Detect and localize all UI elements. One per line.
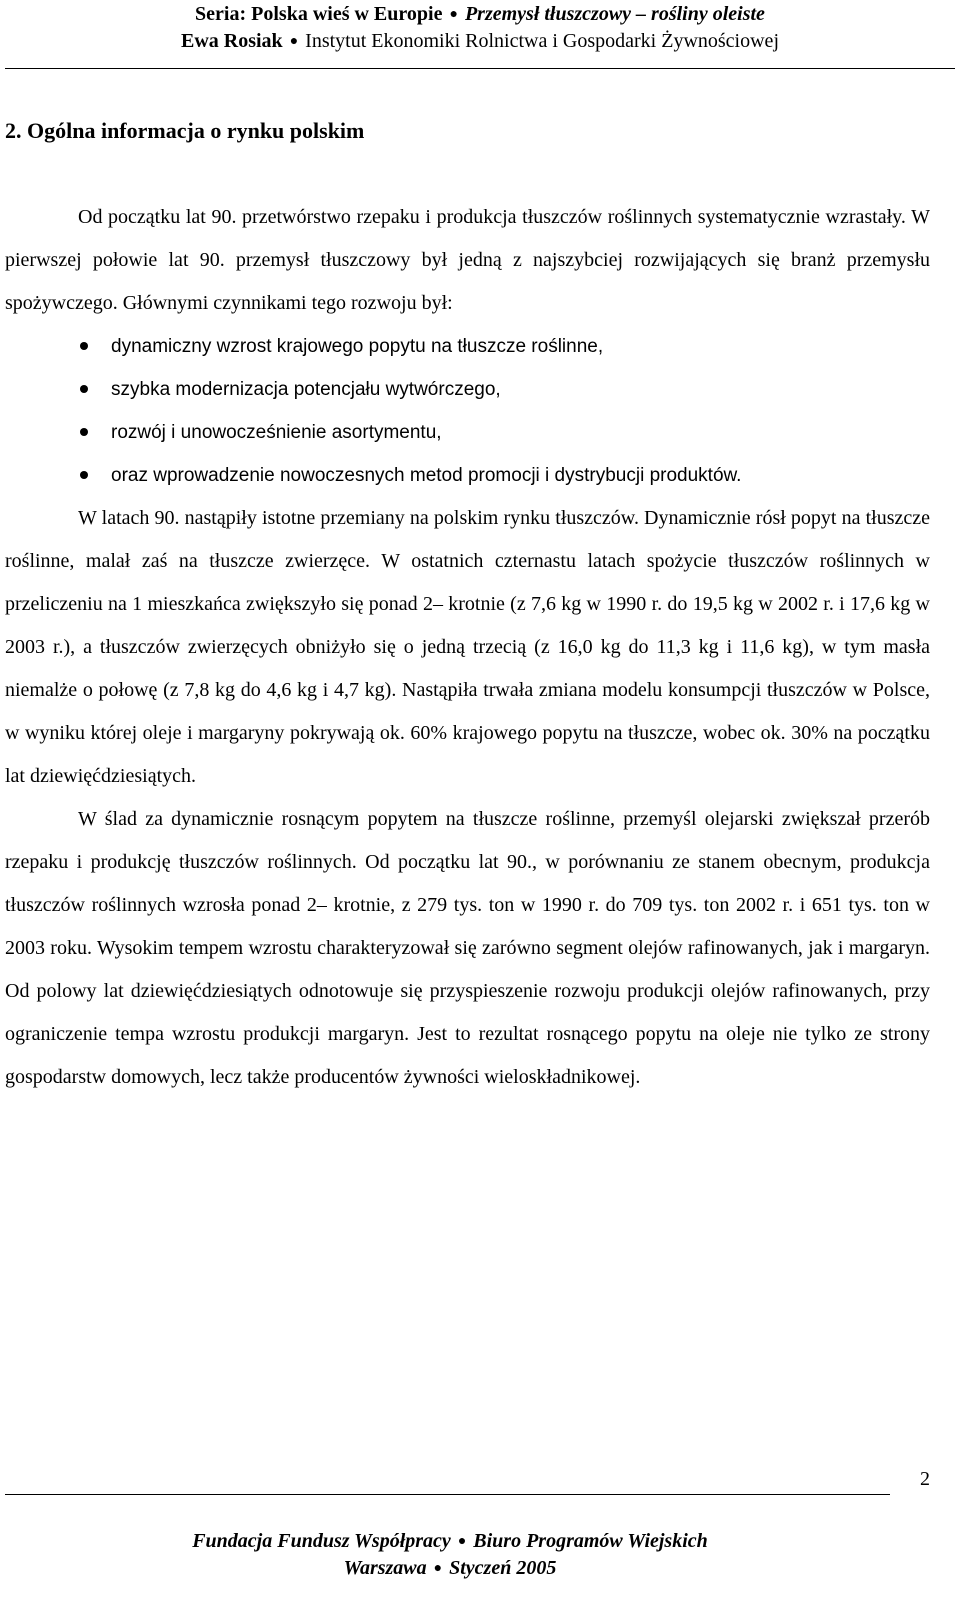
page-number: 2 (920, 1468, 930, 1490)
bullet-separator-icon: ● (457, 1534, 467, 1549)
list-item (5, 368, 930, 411)
author-name: Ewa Rosiak (180, 30, 283, 52)
bullet-icon (80, 385, 88, 393)
section-title: 2. Ogólna informacja o rynku polskim (5, 118, 365, 143)
footer-city: Warszawa (343, 1557, 427, 1579)
institute-name: Instytut Ekonomiki Rolnictwa i Gospodarki Żywnościowej (305, 30, 779, 52)
bullet-separator-icon: ● (289, 34, 299, 49)
footer-date: Styczeń 2005 (449, 1557, 557, 1579)
header-line-author (0, 28, 960, 55)
header-divider (5, 68, 955, 69)
bullet-separator-icon: ● (449, 7, 458, 22)
list-item-text: dynamiczny wzrost krajowego popytu na tłuszcze roślinne, (111, 336, 604, 357)
list-item-text: oraz wprowadzenie nowoczesnych metod promocji i dystrybucji produktów. (111, 465, 742, 486)
list-item-text: rozwój i unowocześnienie asortymentu, (111, 422, 442, 443)
paragraph-consumption: W latach 90. nastąpiły istotne przemiany na polskim rynku tłuszczów. Dynamicznie rósł popyt na tłuszcze roślinne, malał zaś na tłuszcze zwierzęce. W ostatnich czternastu latach spożycie tłuszczów roślinnych w przeliczeniu na 1 mieszkańca zwiększyło się ponad 2– krotnie (z 7,6 kg w 1990 r. do 19,5 kg w 2002 r. i 17,6 kg w 2003 r.), a tłuszczów zwierzęcych obniżyło się o jedną trzecią (z 16,0 kg do 11,3 kg i 11,6 kg), w tym masła niemalże o połowę (z 7,8 kg do 4,6 kg i 4,7 kg). Nastąpiła trwała zmiana modelu konsumpcji tłuszczów w Polsce, w wyniku której oleje i margaryny pokrywają ok. 60% krajowego popytu na tłuszcze, wobec ok. 30% na początku lat dziewięćdziesiątych. (5, 507, 930, 787)
list-item (5, 454, 930, 497)
footer-line-org (0, 1528, 900, 1555)
factors-list (5, 325, 930, 497)
office-name: Biuro Programów Wiejskich (473, 1530, 708, 1552)
paragraph-production: W ślad za dynamicznie rosnącym popytem na tłuszcze roślinne, przemyśl olejarski zwiększał przerób rzepaku i produkcję tłuszczów roślinnych. Od początku lat 90., w porównaniu ze stanem obecnym, produkcja tłuszczów roślinnych wzrosła ponad 2– krotnie, z 279 tys. ton w 1990 r. do 709 tys. ton 2002 r. i 651 tys. ton w 2003 roku. Wysokim tempem wzrostu charakteryzował się zarówno segment olejów rafinowanych, jak i margaryn. Od polowy lat dziewięćdziesiątych odnotowuje się przyspieszenie rozwoju produkcji olejów rafinowanych, przy ograniczenie tempa wzrostu produkcji margaryn. Jest to rezultat rosnącego popytu na oleje nie tylko ze strony gospodarstw domowych, lecz także producentów żywności wieloskładnikowej. (5, 808, 930, 1088)
list-item (5, 325, 930, 368)
bullet-icon (80, 342, 88, 350)
series-topic: Przemysł tłuszczowy – rośliny oleiste (464, 3, 765, 25)
footer-line-date (0, 1555, 900, 1582)
series-label: Seria: Polska wieś w Europie (195, 3, 443, 25)
paragraph-intro: Od początku lat 90. przetwórstwo rzepaku i produkcja tłuszczów roślinnych systematycznie wzrastały. W pierwszej połowie lat 90. przemysł tłuszczowy był jedną z najszybciej rozwijających się branż przemysłu spożywczego. Głównymi czynnikami tego rozwoju był: (5, 206, 930, 314)
document-body (5, 196, 930, 1099)
header-line-series (0, 1, 960, 28)
bullet-icon (80, 471, 88, 479)
foundation-name: Fundacja Fundusz Współpracy (192, 1530, 451, 1552)
bullet-icon (80, 428, 88, 436)
list-item-text: szybka modernizacja potencjału wytwórczego, (111, 379, 501, 400)
footer-divider (5, 1494, 890, 1495)
bullet-separator-icon: ● (433, 1561, 443, 1576)
list-item (5, 411, 930, 454)
page-header (0, 0, 960, 55)
page-footer (0, 1528, 900, 1582)
